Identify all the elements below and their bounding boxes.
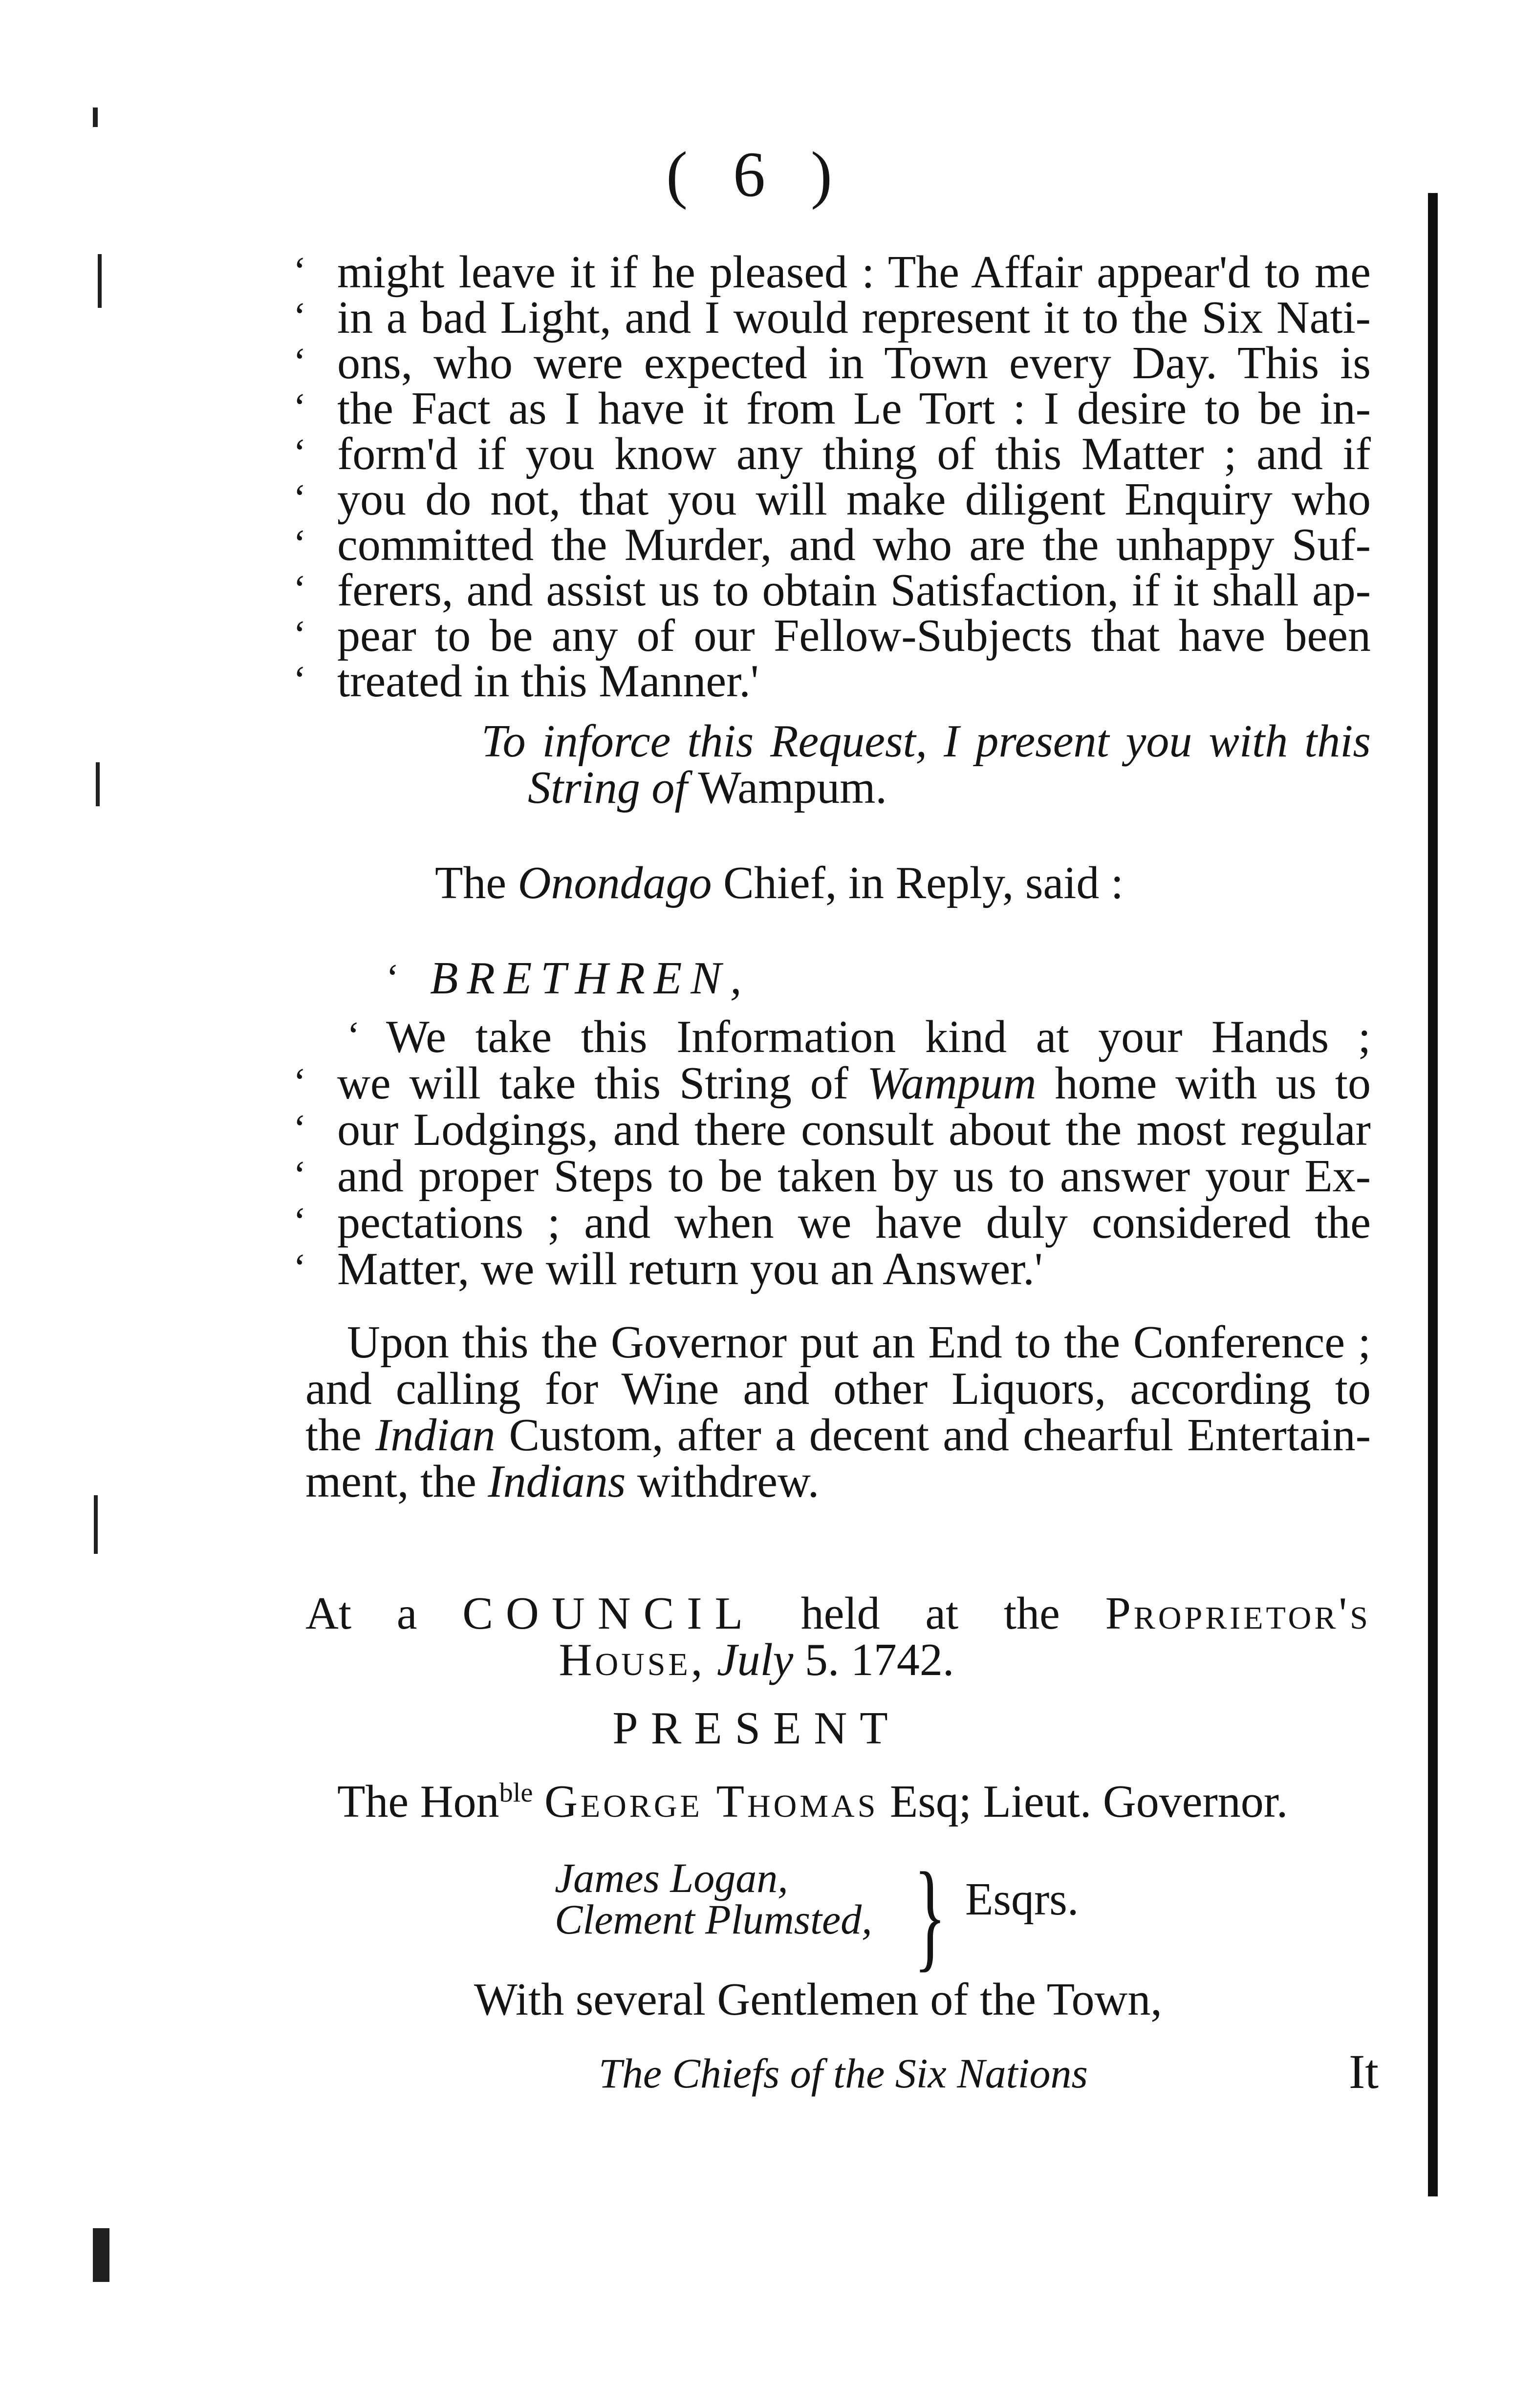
page-number: ( 6 ) <box>666 138 847 210</box>
indian-word: Indian <box>375 1410 496 1461</box>
quoted-line: ferers, and assist us to obtain Satisfaction, if it shall ap- <box>337 565 1371 616</box>
quote-mark: ‘ <box>293 1154 306 1197</box>
closing-text: withdrew. <box>626 1456 820 1507</box>
margin-speck <box>98 254 102 308</box>
closing-text: ment, the <box>305 1456 488 1507</box>
quoted-line: ons, who were expected in Town every Day. This is <box>337 338 1371 388</box>
reply-line: We take this Information kind at your Hands ; <box>386 1011 1371 1062</box>
governor-line <box>337 1776 1288 1827</box>
reply-intro-suffix: Chief, in Reply, said : <box>712 858 1124 908</box>
reply-intro-prefix: The <box>435 858 518 908</box>
council-word: COUNCIL <box>462 1588 756 1639</box>
quote-mark: ‘ <box>293 568 306 611</box>
quoted-line: committed the Murder, and who are the unhappy Suf- <box>337 519 1371 570</box>
esqrs-label: Esqrs. <box>965 1874 1079 1925</box>
quote-mark: ‘ <box>347 1014 360 1057</box>
closing-text: the <box>305 1410 375 1461</box>
catchword: It <box>1349 2044 1379 2099</box>
enforce-line: To inforce this Request, I present you with this <box>481 716 1371 767</box>
quote-mark: ‘ <box>293 431 306 474</box>
closing-line: Upon this the Governor put an End to the Conference ; <box>347 1317 1371 1368</box>
reply-line <box>337 1058 1371 1109</box>
esquire-name: James Logan, <box>555 1854 788 1901</box>
wampum-word: Wampum <box>867 1058 1037 1109</box>
quote-mark: ‘ <box>293 1247 306 1290</box>
house-word: House, <box>559 1634 706 1685</box>
date-rest: 5. 1742. <box>793 1634 954 1685</box>
quote-mark: ‘ <box>386 957 399 1000</box>
quote-mark: ‘ <box>293 1061 306 1104</box>
closing-line <box>305 1456 820 1507</box>
quote-mark: ‘ <box>293 341 306 384</box>
governor-title: Esq; Lieut. Governor. <box>878 1776 1288 1827</box>
quoted-line: in a bad Light, and I would represent it to the Six Nati- <box>337 292 1371 343</box>
reply-line: and proper Steps to be taken by us to answer your Ex- <box>337 1151 1371 1202</box>
council-date <box>0 1634 1513 1685</box>
gentlemen-line: With several Gentlemen of the Town, <box>474 1974 1162 2025</box>
indians-word: Indians <box>488 1456 626 1507</box>
closing-line: and calling for Wine and other Liquors, according to <box>305 1363 1371 1414</box>
reply-line: Matter, we will return you an Answer.' <box>337 1244 1043 1294</box>
quote-mark: ‘ <box>293 659 306 702</box>
quoted-line: the Fact as I have it from Le Tort : I desire to be in- <box>337 383 1371 434</box>
quote-mark: ‘ <box>293 250 306 293</box>
onondago-name: Onondago <box>518 858 712 908</box>
council-heading <box>305 1588 1371 1639</box>
governor-name: George Thomas <box>544 1776 879 1827</box>
reply-line: pectations ; and when we have duly considered the <box>337 1197 1371 1248</box>
july-word: July <box>716 1634 794 1685</box>
closing-text: Custom, after a decent and chearful Entertain- <box>495 1410 1371 1461</box>
margin-speck <box>96 762 100 806</box>
hon-superscript: ble <box>499 1777 533 1808</box>
quote-mark: ‘ <box>293 477 306 520</box>
quoted-line: pear to be any of our Fellow-Subjects that have been <box>337 610 1371 661</box>
quote-mark: ‘ <box>293 522 306 565</box>
reply-line: our Lodgings, and there consult about the most regular <box>337 1104 1371 1155</box>
at-a: At a <box>305 1588 463 1639</box>
margin-speck <box>93 2228 109 2282</box>
closing-line <box>305 1410 1371 1461</box>
quote-mark: ‘ <box>293 613 306 656</box>
salutation: BRETHREN, <box>430 953 751 1004</box>
present-heading: PRESENT <box>612 1703 901 1754</box>
enforce-italic: String of <box>528 762 688 813</box>
reply-text: we will take this String of <box>337 1058 867 1109</box>
quote-mark: ‘ <box>293 386 306 429</box>
binding-rule <box>1428 193 1438 2196</box>
esquire-name: Clement Plumsted, <box>555 1896 872 1943</box>
held-at: held at the <box>756 1588 1105 1639</box>
reply-intro <box>435 860 1124 906</box>
quoted-line: you do not, that you will make diligent Enquiry who <box>337 474 1371 525</box>
quoted-line: form'd if you know any thing of this Matter ; and if <box>337 429 1371 479</box>
brace-glyph: } <box>914 1848 946 1983</box>
enforce-roman: Wampum. <box>687 762 887 813</box>
enforce-line-2 <box>528 762 887 813</box>
quote-mark: ‘ <box>293 295 306 338</box>
quoted-line: treated in this Manner.' <box>337 656 759 707</box>
margin-speck <box>94 1495 98 1554</box>
quote-mark: ‘ <box>293 1200 306 1243</box>
reply-text: home with us to <box>1036 1058 1371 1109</box>
proprietors-word: Proprietor's <box>1105 1588 1371 1639</box>
quoted-line: might leave it if he pleased : The Affair appear'd to me <box>337 247 1371 298</box>
quote-mark: ‘ <box>293 1107 306 1150</box>
margin-speck <box>93 108 98 127</box>
chiefs-line: The Chiefs of the Six Nations <box>599 2050 1088 2097</box>
the-hon: The Hon <box>337 1776 499 1827</box>
